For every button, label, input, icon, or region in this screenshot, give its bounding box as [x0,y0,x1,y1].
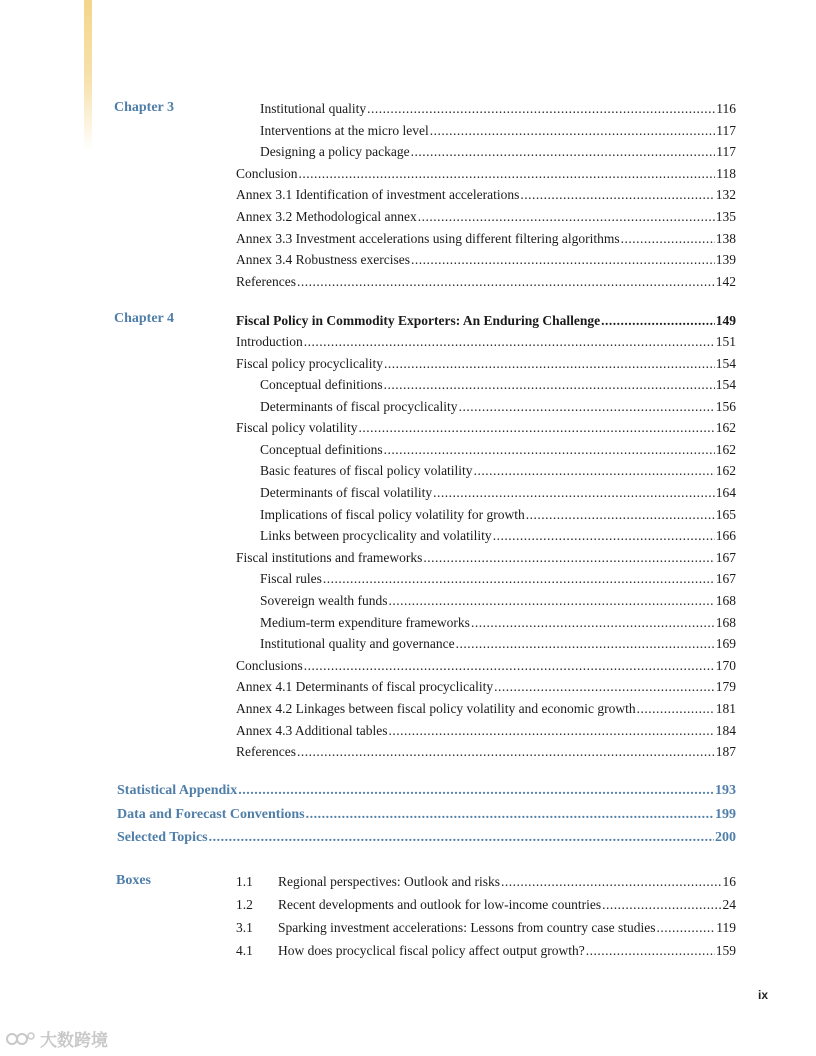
toc-entry[interactable] [236,741,736,763]
leader-dots [456,633,715,655]
toc-entry-page: 168 [715,615,736,630]
toc-entry-title: Determinants of fiscal procyclicality [260,399,458,414]
toc-entry-title: References [236,274,296,289]
toc-entry[interactable] [236,655,736,677]
leader-dots [323,568,715,590]
toc-entry[interactable] [236,417,736,439]
toc-entry-page: 138 [715,231,736,246]
box-page: 16 [722,874,736,889]
toc-entry-title: References [236,744,296,759]
toc-entry-title: Basic features of fiscal policy volatility [260,463,473,478]
leader-dots [430,120,716,142]
toc-entry-page: 162 [715,442,736,457]
toc-entry-page: 165 [715,507,736,522]
toc-entry-title: Annex 3.4 Robustness exercises [236,252,410,267]
page-number: ix [757,988,768,1002]
leader-dots [621,228,715,250]
toc-entry-page: 169 [715,636,736,651]
toc-entry-page: 162 [715,463,736,478]
leader-dots [459,396,715,418]
toc-entry-page: 116 [716,101,736,116]
toc-entry[interactable] [260,396,736,418]
toc-entry-title: Fiscal Policy in Commodity Exporters: An Enduring Challenge [236,313,601,328]
section-page: 193 [715,783,736,798]
toc-entry-title: Determinants of fiscal volatility [260,485,433,500]
toc-entry-title: Conclusion [236,166,298,181]
section-entry-statistical-appendix[interactable] [117,780,736,802]
leader-dots [520,184,714,206]
leader-dots [297,271,715,293]
toc-entry-page: 135 [715,209,736,224]
leader-dots [359,417,715,439]
toc-entry-page: 149 [715,313,736,328]
box-title: How does procyclical fiscal policy affect output growth? [278,943,585,958]
toc-entry-page: 164 [715,485,736,500]
toc-entry-page: 167 [715,571,736,586]
leader-dots [471,612,715,634]
box-page: 119 [716,920,736,935]
toc-entry[interactable] [236,547,736,569]
toc-entry[interactable] [260,590,736,612]
toc-entry-page: 167 [715,550,736,565]
toc-entry[interactable] [260,374,736,396]
toc-entry-page: 118 [716,166,736,181]
box-number: 4.1 [236,943,253,958]
page-edge-accent [84,0,92,150]
toc-entry[interactable] [236,163,736,185]
leader-dots [299,163,716,185]
leader-dots [384,374,715,396]
toc-entry[interactable] [236,228,736,250]
box-title: Sparking investment accelerations: Lessons from country case studies [278,920,656,935]
toc-entry[interactable] [236,698,736,720]
toc-entry-title: Fiscal rules [260,571,322,586]
leader-dots [602,894,721,916]
leader-dots [238,780,714,802]
box-entry[interactable] [236,940,736,962]
toc-entry-page: 117 [716,123,736,138]
leader-dots [297,741,715,763]
leader-dots [493,525,715,547]
toc-entry-page: 142 [715,274,736,289]
leader-dots [388,590,714,612]
toc-entry-page: 162 [715,420,736,435]
toc-entry-title: Implications of fiscal policy volatility for growth [260,507,525,522]
box-page: 24 [722,897,736,912]
leader-dots [657,917,716,939]
toc-entry[interactable] [236,249,736,271]
section-title: Data and Forecast Conventions [117,807,305,822]
leader-dots [367,98,715,120]
leader-dots [209,827,714,849]
leader-dots [418,206,715,228]
chapter-title-entry[interactable] [236,310,736,332]
toc-entry-title: Designing a policy package [260,144,410,159]
toc-entry-page: 170 [715,658,736,673]
toc-entry-page: 154 [715,377,736,392]
leader-dots [423,547,714,569]
toc-entry-title: Fiscal institutions and frameworks [236,550,423,565]
toc-entry[interactable] [236,184,736,206]
watermark-logo-icon [6,1030,36,1048]
toc-entry[interactable] [260,141,736,163]
section-entry-selected-topics[interactable] [117,827,736,849]
toc-entry-title: Institutional quality [260,101,367,116]
leader-dots [586,940,715,962]
toc-entry[interactable] [260,439,736,461]
leader-dots [306,804,714,826]
toc-entry-page: 132 [715,187,736,202]
toc-entry[interactable] [236,331,736,353]
toc-entry-page: 179 [715,679,736,694]
toc-entry-title: Conceptual definitions [260,377,383,392]
toc-entry[interactable] [260,460,736,482]
leader-dots [384,353,715,375]
toc-entry[interactable] [260,482,736,504]
box-number: 3.1 [236,920,253,935]
section-page: 200 [715,830,736,845]
toc-entry[interactable] [236,720,736,742]
toc-entry-title: Annex 4.3 Additional tables [236,723,388,738]
box-number: 1.2 [236,897,253,912]
chapter-4-label: Chapter 4 [114,311,175,326]
toc-entry-page: 156 [715,399,736,414]
toc-entry-title: Introduction [236,334,303,349]
section-title: Statistical Appendix [117,783,238,798]
toc-entry-title: Links between procyclicality and volatility [260,528,492,543]
toc-entry-title: Sovereign wealth funds [260,593,388,608]
leader-dots [304,655,715,677]
toc-entry-page: 154 [715,356,736,371]
section-page: 199 [715,807,736,822]
box-number: 1.1 [236,874,253,889]
box-entry[interactable] [236,871,736,893]
leader-dots [411,249,715,271]
leader-dots [526,504,715,526]
toc-entry[interactable] [260,525,736,547]
toc-entry[interactable] [260,120,736,142]
toc-entry-title: Annex 3.1 Identification of investment accelerations [236,187,520,202]
section-entry-data-conventions[interactable] [117,804,736,826]
toc-entry-title: Annex 3.3 Investment accelerations using different filtering algorithms [236,231,620,246]
toc-entry[interactable] [260,98,736,120]
toc-entry-title: Annex 4.1 Determinants of fiscal procyclicality [236,679,494,694]
toc-entry-page: 181 [715,701,736,716]
leader-dots [388,720,714,742]
toc-entry-title: Medium-term expenditure frameworks [260,615,470,630]
box-entry[interactable] [236,894,736,916]
leader-dots [433,482,715,504]
toc-entry-page: 187 [715,744,736,759]
toc-entry-title: Interventions at the micro level [260,123,429,138]
toc-entry[interactable] [260,504,736,526]
box-title: Recent developments and outlook for low-income countries [278,897,602,912]
chapter-3-label: Chapter 3 [114,100,175,115]
toc-entry[interactable] [236,353,736,375]
leader-dots [411,141,716,163]
toc-entry-page: 168 [715,593,736,608]
section-title: Selected Topics [117,830,208,845]
leader-dots [474,460,715,482]
toc-entry-page: 166 [715,528,736,543]
toc-entry-page: 117 [716,144,736,159]
box-entry[interactable] [236,917,736,939]
toc-entry-title: Conceptual definitions [260,442,383,457]
toc-entry[interactable] [236,206,736,228]
leader-dots [384,439,715,461]
leader-dots [494,676,715,698]
leader-dots [637,698,715,720]
leader-dots [601,310,715,332]
leader-dots [501,871,722,893]
toc-entry[interactable] [260,633,736,655]
toc-entry-title: Fiscal policy volatility [236,420,358,435]
toc-entry-title: Institutional quality and governance [260,636,455,651]
leader-dots [304,331,715,353]
toc-entry[interactable] [236,676,736,698]
box-page: 159 [715,943,736,958]
watermark [6,1026,108,1051]
toc-entry-page: 184 [715,723,736,738]
toc-entry[interactable] [236,271,736,293]
toc-entry-title: Annex 3.2 Methodological annex [236,209,417,224]
toc-entry[interactable] [260,568,736,590]
toc-entry-title: Annex 4.2 Linkages between fiscal policy volatility and economic growth [236,701,636,716]
boxes-label: Boxes [116,873,151,888]
toc-entry-page: 151 [715,334,736,349]
toc-entry-title: Fiscal policy procyclicality [236,356,383,371]
box-title: Regional perspectives: Outlook and risks [278,874,500,889]
toc-entry-title: Conclusions [236,658,303,673]
toc-entry-page: 139 [715,252,736,267]
watermark-text: 大数跨境 [40,1031,108,1051]
toc-entry[interactable] [260,612,736,634]
